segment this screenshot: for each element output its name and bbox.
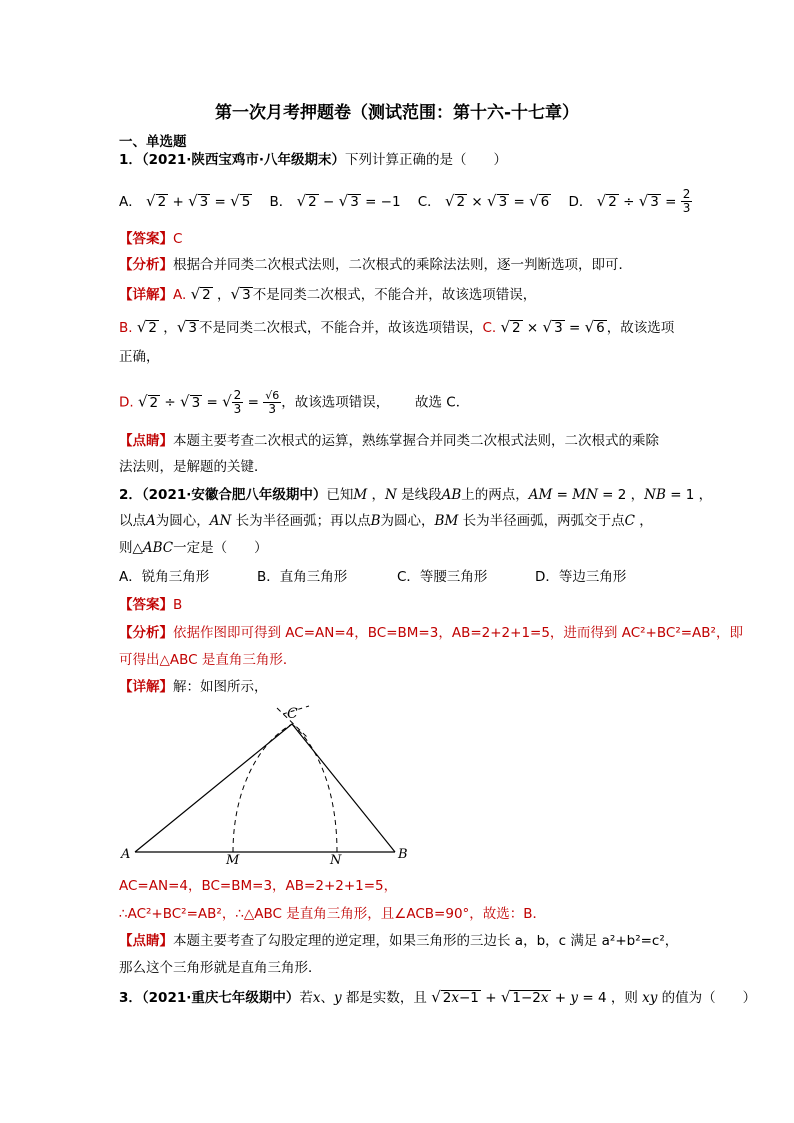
question-1-answer: 【答案】C [119, 231, 183, 247]
question-1-detail-d: D. √ 2 ÷ √ 3 = √ $\frac{2}{3}$ = $\frac{√6}{3}$ ，故该选项错误， 故选 C． [119, 388, 470, 416]
question-2-stem: 2．（2021·安徽合肥八年级期中）已知M ，N 是线段AB上的两点，AM = MN = 2 ，NB = 1 ， [119, 487, 713, 503]
segment-ac [135, 724, 292, 852]
option-c: C．等腰三角形 [397, 569, 488, 585]
question-1-detail-c-end: 正确， [119, 349, 160, 365]
label-m: M [226, 853, 240, 868]
option-b: B． √ 2 − √ 3 = −1 [269, 191, 401, 210]
page-title: 第一次月考押题卷（测试范围：第十六-十七章） [214, 103, 580, 123]
question-1-detail-a: 【详解】A. √ 2 ，√ 3 不是同类二次根式，不能合并，故该选项错误， [119, 285, 537, 303]
section-heading: 一、单选题 [119, 134, 187, 150]
label-b: B [398, 847, 408, 862]
option-c: C． √ 2 × √ 3 = √ 6 [417, 191, 550, 210]
question-2-point: 【点睛】本题主要考查了勾股定理的逆定理，如果三角形的三边长 a，b，c 满足 a²+b²=c²， [119, 933, 679, 949]
question-1-options [119, 188, 692, 215]
question-2-source: （2021·安徽合肥八年级期中） [141, 487, 327, 503]
question-1-point-2: 法法则，是解题的关键． [119, 459, 268, 475]
question-2-analysis-2: 可得出△ABC 是直角三角形． [119, 652, 297, 668]
question-2-stem-line2: 以点A为圆心，AN 长为半径画弧；再以点B为圆心，BM 长为半径画弧，两弧交于点C ， [119, 513, 653, 529]
option-d: D． √ 2 ÷ √ 3 = $\frac{2}{3}$ [568, 187, 691, 215]
triangle-figure [115, 700, 415, 870]
label-n: N [330, 853, 342, 868]
question-3-source: （2021·重庆七年级期中） [141, 990, 300, 1006]
question-1-detail-bc: B. √ 2 ，√ 3 不是同类二次根式，不能合并，故该选项错误，C. √ 2 × √ 3 = √ 6 ，故该选项 [119, 318, 675, 336]
question-1-source: （2021·陕西宝鸡市·八年级期末） [141, 152, 345, 168]
option-d: D．等边三角形 [535, 569, 627, 585]
question-2-detail: 【详解】解：如图所示， [119, 679, 268, 695]
arc-from-a [233, 724, 292, 852]
option-a: A． √ 2 + √ 3 = √ 5 [119, 191, 251, 210]
question-3-stem: 3．（2021·重庆七年级期中）若x、y 都是实数，且 √ 2x−1 + √ 1−2x + y = 4 ，则 xy 的值为（ ） [119, 988, 757, 1006]
question-2-stem-line3: 则△ABC一定是（ ） [119, 540, 268, 556]
label-c: C [287, 706, 298, 722]
segment-bc [292, 724, 395, 852]
option-b: B．直角三角形 [257, 569, 348, 585]
label-a: A [121, 847, 131, 862]
arc-from-b [292, 724, 337, 852]
question-2-answer: 【答案】B [119, 597, 183, 613]
question-2-analysis: 【分析】依据作图即可得到 AC=AN=4，BC=BM=3，AB=2+2+1=5，进而得到 AC²+BC²=AB²，即 [119, 625, 743, 641]
question-2-calc-1: AC=AN=4，BC=BM=3，AB=2+2+1=5， [119, 878, 398, 894]
question-1-point: 【点睛】本题主要考查二次根式的运算，熟练掌握合并同类二次根式法则，二次根式的乘除 [119, 433, 659, 449]
question-1-stem: 1．（2021·陕西宝鸡市·八年级期末）下列计算正确的是（ ） [119, 152, 507, 168]
question-2-calc-2: ∴AC²+BC²=AB²，∴△ABC 是直角三角形，且∠ACB=90°，故选：B． [119, 906, 547, 922]
question-2-point-2: 那么这个三角形就是直角三角形． [119, 960, 322, 976]
option-a: A．锐角三角形 [119, 569, 210, 585]
question-1-analysis: 【分析】根据合并同类二次根式法则，二次根式的乘除法法则，逐一判断选项，即可． [119, 257, 632, 273]
